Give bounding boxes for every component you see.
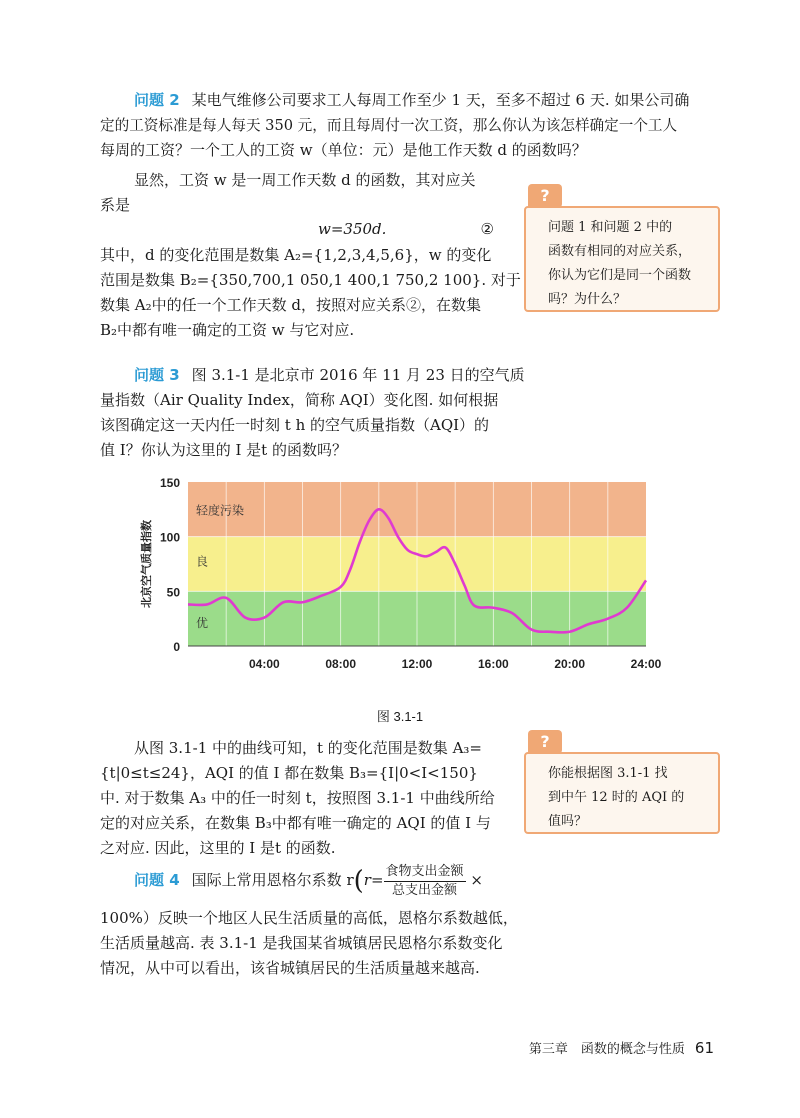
problem-4-text-1: 国际上常用恩格尔系数 r [191, 871, 354, 889]
x-tick-label: 08:00 [325, 657, 357, 671]
band-label-2: 优 [196, 615, 209, 630]
x-tick-label: 20:00 [554, 657, 586, 671]
note-2-line-2: 到中午 12 时的 AQI 的 [548, 790, 685, 805]
problem-3-label: 问题 3 [134, 366, 180, 384]
band-label-1: 良 [196, 554, 209, 569]
answer-3-line-3: 中. 对于数集 A₃ 中的任一时刻 t，按照图 3.1-1 中曲线所给 [100, 789, 495, 807]
problem-2-line-1 [134, 88, 689, 113]
answer-2-line-4: 范围是数集 B₂={350,700,1 050,1 400,1 750,2 100}. 对于 [100, 271, 521, 289]
y-tick-label: 150 [159, 476, 180, 490]
page-footer [529, 1038, 714, 1057]
note-2-box [524, 752, 720, 834]
problem-2-label: 问题 2 [134, 91, 180, 109]
problem-3-line-4: 值 I？你认为这里的 I 是t 的函数吗？ [100, 441, 347, 459]
note-1-line-3: 你认为它们是同一个函数 [548, 268, 692, 283]
answer-3-line-1: 从图 3.1-1 中的曲线可知，t 的变化范围是数集 A₃= [134, 739, 482, 757]
times-sign: × [470, 871, 483, 889]
problem-4-line-2: 100%）反映一个地区人民生活质量的高低，恩格尔系数越低， [100, 909, 518, 927]
problem-3-line-3: 该图确定这一天内任一时刻 t h 的空气质量指数（AQI）的 [100, 416, 490, 434]
fraction-numerator: 食物支出金额 [384, 863, 466, 882]
answer-3-line-5: 之对应. 因此，这里的 I 是t 的函数. [100, 839, 336, 857]
answer-2-line-6: B₂中都有唯一确定的工资 w 与它对应. [100, 321, 355, 339]
paren-open: ( [353, 866, 364, 896]
problem-2-line-2: 定的工资标准是每人每天 350 元，而且每周付一次工资，那么你认为该怎样确定一个工人 [100, 117, 678, 134]
answer-2-line-3: 其中，d 的变化范围是数集 A₂={1,2,3,4,5,6}，w 的变化 [100, 246, 492, 264]
problem-2-text-1: 某电气维修公司要求工人每周工作至少 1 天，至多不超过 6 天. 如果公司确 [191, 91, 690, 109]
answer-2-line-5: 数集 A₂中的任一个工作天数 d，按照对应关系②，在数集 [100, 296, 481, 314]
page-number: 61 [694, 1039, 714, 1057]
problem-2-line-3: 每周的工资？一个工人的工资 w（单位：元）是他工作天数 d 的函数吗？ [100, 141, 587, 159]
formula-2-number: ② [480, 220, 494, 238]
x-tick-label: 12:00 [401, 657, 433, 671]
band-label-0: 轻度污染 [196, 503, 245, 518]
problem-4-line-4: 情况，从中可以看出，该省城镇居民的生活质量越来越高. [100, 959, 480, 977]
fraction-denominator: 总支出金额 [392, 882, 458, 898]
y-tick-label: 100 [159, 530, 180, 545]
answer-2-line-1: 显然，工资 w 是一周工作天数 d 的函数，其对应关 [134, 171, 476, 189]
answer-3-line-2: {t|0≤t≤24}，AQI 的值 I 都在数集 B₃={I|0<I<150} [100, 764, 478, 782]
aqi-chart [128, 470, 688, 680]
note-1-box [524, 206, 720, 312]
problem-3-line-2: 量指数（Air Quality Index，简称 AQI）变化图. 如何根据 [100, 391, 499, 409]
problem-3-line-1 [134, 363, 525, 388]
x-tick-label: 16:00 [477, 657, 509, 671]
problem-4-line-1 [134, 860, 483, 901]
note-1-tab [528, 184, 562, 208]
note-2-line-3: 值吗？ [548, 814, 588, 829]
problem-4-label: 问题 4 [134, 871, 180, 889]
y-tick-label: 50 [166, 585, 180, 600]
formula-2-expression: w=350d. [318, 220, 387, 238]
note-1-line-1: 问题 1 和问题 2 中的 [548, 220, 673, 235]
engel-r-equals: r= [363, 871, 384, 889]
y-axis-label: 北京空气质量指数 [141, 520, 153, 608]
note-2-line-1: 你能根据图 3.1-1 找 [548, 766, 668, 781]
question-mark-icon: ? [540, 732, 550, 751]
question-mark-icon: ? [540, 186, 550, 205]
x-tick-label: 04:00 [248, 657, 280, 671]
chapter-title: 第三章 函数的概念与性质 [528, 1042, 685, 1057]
note-1-line-4: 吗？为什么？ [548, 292, 627, 307]
answer-3-line-4: 定的对应关系，在数集 B₃中都有唯一确定的 AQI 的值 I 与 [100, 814, 491, 832]
figure-caption: 图 3.1-1 [376, 709, 424, 724]
answer-2-line-2: 系是 [100, 196, 131, 214]
note-2-tab [528, 730, 562, 754]
x-tick-label: 24:00 [630, 657, 662, 671]
problem-4-line-3: 生活质量越高. 表 3.1-1 是我国某省城镇居民恩格尔系数变化 [100, 934, 503, 952]
engel-fraction [384, 863, 466, 900]
note-1-line-2: 函数有相同的对应关系， [548, 244, 692, 259]
problem-3-text-1: 图 3.1-1 是北京市 2016 年 11 月 23 日的空气质 [191, 366, 525, 384]
y-tick-label: 0 [173, 640, 180, 654]
